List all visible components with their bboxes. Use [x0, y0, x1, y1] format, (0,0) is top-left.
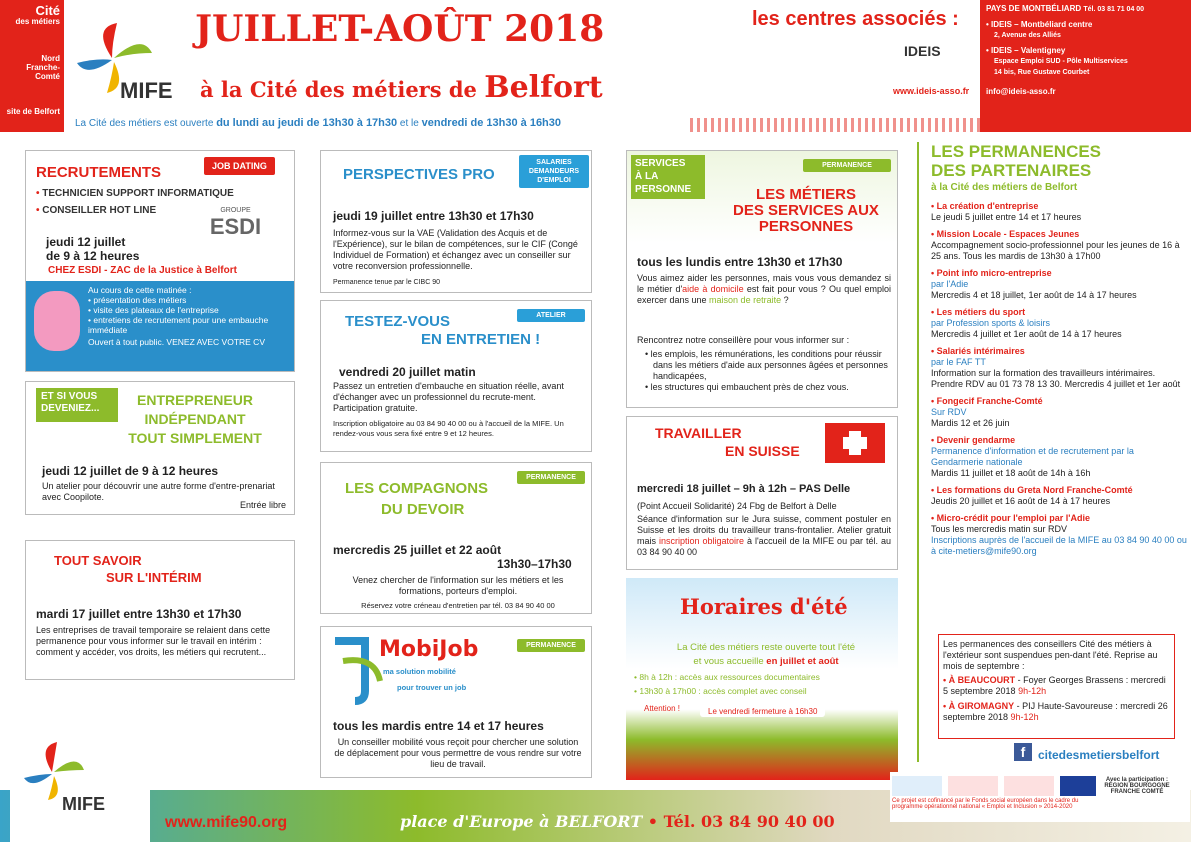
perm-item: [931, 513, 1187, 535]
suisse-title2: EN SUISSE: [725, 443, 800, 459]
perm-item-sub: par l'Adie: [931, 279, 969, 289]
horaires-att: Attention !: [644, 704, 681, 713]
list-item: • TECHNICIEN SUPPORT INFORMATIQUE: [36, 188, 234, 199]
recrutements-card: [25, 150, 295, 372]
perm-item-sub: Permanence d'information et de recrutement par la Gendarmerie nationale: [931, 446, 1134, 467]
perm-item-detail: Tous les mercredis matin sur RDV: [931, 524, 1068, 534]
compagnons-title2: DU DEVOIR: [381, 501, 465, 518]
list-item: • les emplois, les rémunérations, les conditions pour réussir dans les métiers d'aide aux personnes âgées et personnes handicapées,: [645, 349, 888, 381]
recrut-date: jeudi 12 juillet de 9 à 12 heures: [46, 235, 140, 263]
perm-item: [931, 435, 1187, 479]
suisse-text1: (Point Accueil Solidarité) 24 Fbg de Belfort à Delle: [637, 501, 837, 511]
perm-item-detail: Mardis 11 juillet et 18 août de 14h à 16h: [931, 468, 1091, 478]
horaires-title: Horaires d'été: [680, 594, 848, 619]
suisse-date: mercredi 18 juillet – 9h à 12h – PAS Delle: [637, 483, 851, 495]
perm-item: [931, 201, 1187, 223]
list-item: • CONSEILLER HOT LINE: [36, 205, 157, 216]
horaires-l4: • 13h30 à 17h00 : accès complet avec conseil: [634, 686, 807, 696]
region-logo: Avec la participation : RÉGION BOURGOGNE FRANCHE COMTÉ: [1104, 777, 1170, 795]
perm-item: [931, 346, 1187, 390]
pays-montbeliard-box: [980, 0, 1191, 132]
addr1b: 2, Avenue des Alliés: [994, 32, 1061, 39]
perm-item-sub: Sur RDV: [931, 407, 967, 417]
perm-item-detail: Accompagnement socio-professionnel pour les jeunes de 16 à 25 ans. Tous les mardis de 13h30 à 17h00: [931, 240, 1180, 261]
entre-text: Un atelier pour découvrir une autre forme d'entre-prenariat avec Coopilote.: [42, 481, 275, 502]
ideis-link[interactable]: www.ideis-asso.fr: [893, 86, 970, 96]
interim-date: mardi 17 juillet entre 13h30 et 17h30: [36, 607, 242, 621]
perm-item-detail: Le jeudi 5 juillet entre 14 et 17 heures: [931, 212, 1082, 222]
perm-item-title: • Les métiers du sport: [931, 307, 1026, 317]
crowd-decoration: [690, 118, 980, 132]
permanence-tag: PERMANENCE: [803, 159, 891, 172]
notice-giromagny: • À GIROMAGNY - PIJ Haute-Savoureuse : mercredi 26 septembre 2018 9h-12h: [943, 701, 1168, 722]
atelier-tag: ATELIER: [517, 309, 585, 322]
compagnons-note: Réservez votre créneau d'entretien par tél. 03 84 90 40 00: [361, 601, 555, 610]
mobijob-text: Un conseiller mobilité vous reçoit pour chercher une solution de déplacement pour vous permettre de vous rendre sur votre lieu de travail.: [334, 737, 582, 769]
mobijob-date: tous les mardis entre 14 et 17 heures: [333, 719, 544, 733]
notice-beaucourt: • À BEAUCOURT - Foyer Georges Brassens : mercredi 5 septembre 2018 9h-12h: [943, 675, 1166, 696]
horaires-l1: La Cité des métiers reste ouverte tout l'été: [676, 642, 856, 653]
compagnons-title1: LES COMPAGNONS: [345, 480, 489, 497]
perm-item: [931, 396, 1187, 429]
testez-note: Inscription obligatoire au 03 84 90 40 00 ou à l'accueil de la MIFE. Un rendez-vous vous sera fixé entre 9 et 12 heures.: [333, 419, 564, 438]
entrepreneur-card: [25, 381, 295, 515]
belfort-logo: [1004, 776, 1054, 796]
perm-item-title: • La création d'entreprise: [931, 201, 1039, 211]
entre-free: Entrée libre: [239, 500, 286, 510]
addr2c: 14 bis, Rue Gustave Courbet: [994, 69, 1090, 76]
compagnons-hours: 13h30–17h30: [497, 557, 572, 571]
recrut-place: CHEZ ESDI - ZAC de la Justice à Belfort: [48, 265, 237, 276]
suisse-card: [626, 416, 898, 570]
compagnons-text: Venez chercher de l'information sur les métiers et les formations, porteurs d'emploi.: [352, 575, 564, 596]
partner-logos-row: [892, 774, 1188, 798]
addr2b: Espace Emploi SUD - Pôle Multiservices: [994, 58, 1128, 65]
swiss-flag-icon: [825, 423, 885, 463]
facebook-icon[interactable]: f: [1014, 743, 1032, 761]
services-text: Vous aimez aider les personnes, mais vous vous demandez si le métier d'aide à domicile est fait pour vous ? Ou quel emploi exercer dans une maison de retraite ?: [637, 273, 891, 305]
notice-box: [938, 634, 1175, 739]
website-link[interactable]: www.mife90.org: [165, 814, 288, 831]
mobijob-card: [320, 626, 592, 778]
perm-list: [931, 201, 1187, 535]
persp-tag: SALARIES DEMANDEURS D'EMPLOI: [519, 155, 589, 188]
entre-date: jeudi 12 juillet de 9 à 12 heures: [42, 464, 219, 478]
svg-text:MIFE: MIFE: [120, 78, 173, 103]
page-title: JUILLET-AOÛT 2018: [195, 8, 605, 50]
permanence-tag: PERMANENCE: [517, 639, 585, 652]
compagnons-date: mercredis 25 juillet et 22 août: [333, 543, 502, 557]
persp-note: Permanence tenue par le CIBC 90: [333, 279, 441, 286]
recrut-details: Au cours de cette matinée : • présentation des métiers • visite des plateaux de l'entreprise • entretiens de recrutement pour une embauche immédiate Ouvert à tout public. VENEZ AVEC VOTRE CV: [26, 281, 295, 372]
perm-item: [931, 229, 1187, 262]
perm-item-detail: Mercredis 4 juillet et 1er août de 14 à 17 heures: [931, 329, 1122, 339]
centres-title: les centres associés :: [752, 8, 959, 30]
perm-item: [931, 307, 1187, 340]
perm-item: [931, 485, 1187, 507]
territoire-logo: [948, 776, 998, 796]
testez-title2: EN ENTRETIEN !: [421, 331, 541, 348]
fse-text: Ce projet est cofinancé par le Fonds social européen dans le cadre du programme opérationnel national « Emploi et Inclusion » 2014-2020: [892, 798, 1079, 810]
perspectives-card: [320, 150, 592, 293]
testez-title1: TESTEZ-VOUS: [345, 313, 451, 330]
notice-intro: Les permanences des conseillers Cité des métiers à l'extérieur sont suspendues pen-dant l'été. Reprise au mois de septembre :: [943, 639, 1158, 671]
partners-logos: [890, 772, 1190, 822]
perm-item-title: • Devenir gendarme: [931, 435, 1016, 445]
perm-subtitle: à la Cité des métiers de Belfort: [931, 182, 1078, 193]
pays-title: PAYS DE MONTBÉLIARD: [986, 4, 1082, 13]
opening-hours: La Cité des métiers est ouverte du lundi au jeudi de 13h30 à 17h30 et le vendredi de 13h30 à 16h30: [75, 117, 562, 129]
svg-text:MIFE: MIFE: [62, 794, 105, 814]
logo-site: site de Belfort: [6, 107, 60, 116]
logo-nord: Nord: [41, 54, 60, 63]
services-date: tous les lundis entre 13h30 et 17h30: [637, 255, 843, 269]
perm-item-detail: Mercredis 4 et 18 juillet, 1er août de 14 à 17 heures: [931, 290, 1137, 300]
europe-logo: [892, 776, 942, 796]
cite-des-metiers-logo: [0, 0, 64, 132]
mife-footer-logo: [22, 742, 142, 822]
interim-text: Les entreprises de travail temporaire se relaient dans cette permanence pour vous informer sur le travail en intérim : comment y accéder, vos droits, les métiers qui recrutent...: [36, 625, 271, 657]
recrut-title: RECRUTEMENTS: [36, 164, 162, 181]
perm-item-title: • Salariés intérimaires: [931, 346, 1025, 356]
horaires-l3: • 8h à 12h : accès aux ressources documentaires: [634, 672, 820, 682]
interim-card: [25, 540, 295, 680]
perm-item-sub: par Profession sports & loisirs: [931, 318, 1051, 328]
mobijob-sub2: pour trouver un job: [397, 683, 467, 692]
perm-item-title: • Point info micro-entreprise: [931, 268, 1052, 278]
persp-title: PERSPECTIVES PRO: [343, 166, 495, 183]
permanence-tag: PERMANENCE: [517, 471, 585, 484]
perm-item-title: • Les formations du Greta Nord Franche-Comté: [931, 485, 1133, 495]
perm-item: [931, 268, 1187, 301]
page-subtitle: à la Cité des métiers de Belfort: [200, 70, 603, 105]
services-title: LES MÉTIERS DES SERVICES AUX PERSONNES: [733, 186, 879, 235]
persp-text: Informez-vous sur la VAE (Validation des Acquis et de l'Expérience), sur le bilan de compétences, sur le CIF (Congé Individuel de Formation) et échangez avec un conseiller sur votre reconversion professionnelle.: [333, 228, 578, 271]
email-link[interactable]: info@ideis-asso.fr: [986, 87, 1056, 96]
perm-item-detail: Information sur la formation des travailleurs intérimaires. Prendre RDV au 01 73 78 13 30. Mercredis 4 juillet et 1er août: [931, 368, 1181, 389]
eu-flag-icon: [1060, 776, 1096, 796]
logo-metiers-word: des métiers: [15, 17, 60, 26]
entre-title: ENTREPRENEUR INDÉPENDANT TOUT SIMPLEMENT: [128, 392, 262, 446]
perm-item-title: • Micro-crédit pour l'emploi par l'Adie: [931, 513, 1090, 523]
mobijob-sub1: ma solution mobilité: [383, 667, 456, 676]
persp-date: jeudi 19 juillet entre 13h30 et 17h30: [333, 209, 534, 223]
interim-title1: TOUT SAVOIR: [54, 553, 142, 568]
services-badge: SERVICES À LA PERSONNE: [631, 155, 705, 199]
addr2: • IDEIS – Valentigney: [986, 46, 1066, 55]
testez-text: Passez un entretien d'embauche en situation réelle, avant d'échanger avec un professionnel du recrute-ment. Participation gratuite.: [333, 381, 564, 413]
services-text4: Rencontrez notre conseillère pour vous informer sur :: [637, 335, 850, 345]
testez-date: vendredi 20 juillet matin: [339, 365, 476, 379]
esdi-logo: GROUPE ESDI: [209, 207, 262, 239]
horaires-friday: Le vendredi fermeture à 16h30: [700, 706, 825, 717]
suisse-title1: TRAVAILLER: [655, 425, 742, 441]
horaires-l2: et vous accueille en juillet et août: [693, 656, 839, 667]
facebook-link[interactable]: citedesmetiersbelfort: [1038, 748, 1160, 762]
testez-card: [320, 300, 592, 452]
services-card: [626, 150, 898, 408]
job-dating-tag: JOB DATING: [204, 157, 275, 175]
perm-item-sub: par le FAF TT: [931, 357, 986, 367]
mobijob-title: MobiJob: [379, 637, 479, 662]
logo-cite-word: Cité: [35, 3, 60, 18]
perm-item-detail: Jeudis 20 juillet et 16 août de 14 à 17 heures: [931, 496, 1111, 506]
mascot-illustration: [34, 291, 80, 351]
list-item: • les structures qui embauchent près de chez vous.: [645, 382, 849, 392]
footer-address: place d'Europe à BELFORT • Tél. 03 84 90 40 00: [400, 812, 835, 831]
compagnons-card: [320, 462, 592, 614]
mife-logo: [72, 18, 182, 108]
perm-item-title: • Fongecif Franche-Comté: [931, 396, 1043, 406]
perm-title: LES PERMANENCES DES PARTENAIRES: [931, 142, 1102, 180]
perm-item-detail: Mardis 12 et 26 juin: [931, 418, 1010, 428]
horaires-card: [626, 578, 898, 780]
addr1: • IDEIS – Montbéliard centre: [986, 20, 1093, 29]
perm-inscriptions: Inscriptions auprès de l'accueil de la MIFE au 03 84 90 40 00 ou à cite-metiers@mife90.org: [931, 535, 1187, 556]
suisse-text2: Séance d'information sur le Jura suisse, comment postuler en Suisse et les droits du travailleur trans-frontalier. Atelier gratuit mais inscription obligatoire à l'accueil de la MIFE ou par tél. au 03 84 90 40 00: [637, 514, 891, 557]
perm-item-title: • Mission Locale - Espaces Jeunes: [931, 229, 1080, 239]
interim-title2: SUR L'INTÉRIM: [106, 570, 202, 585]
services-points: [637, 349, 891, 393]
logo-region: Franche-Comté: [26, 63, 60, 81]
pays-tel: Tél. 03 81 71 04 00: [1083, 6, 1145, 13]
entre-badge: ET SI VOUS DEVENIEZ...: [36, 388, 118, 422]
ideis-logo: IDEIS: [904, 43, 941, 59]
